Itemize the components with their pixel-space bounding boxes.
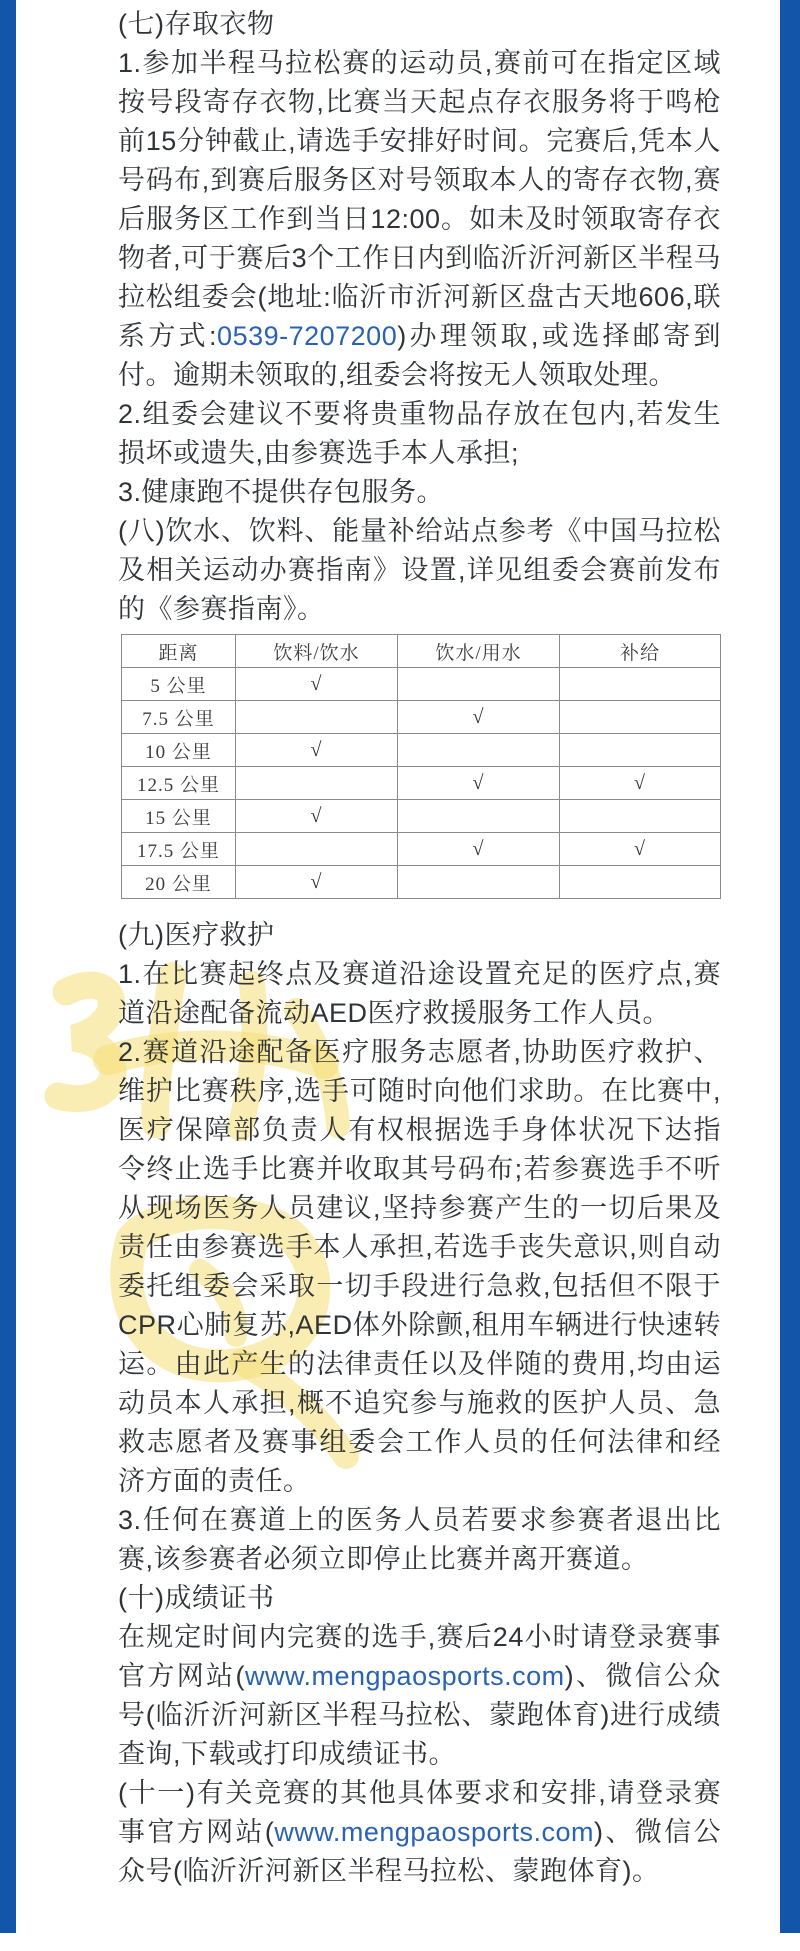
column-header-distance: 距离 xyxy=(122,635,236,668)
cell-distance: 5 公里 xyxy=(122,668,236,701)
article-content xyxy=(118,0,721,1891)
paragraph-text: )、微信公众号(临沂沂河新区半程马拉松、蒙跑体育)进行成绩查询,下载或打印成绩证书。 xyxy=(118,1661,721,1769)
cell-check: √ xyxy=(236,734,398,767)
section-7-paragraph-3: 3.健康跑不提供存包服务。 xyxy=(118,477,445,507)
right-border-bar xyxy=(780,0,800,1933)
table-row xyxy=(122,734,721,767)
cell-distance: 20 公里 xyxy=(122,866,236,899)
table-row xyxy=(122,866,721,899)
column-header-drinks-water: 饮料/饮水 xyxy=(236,635,398,668)
cell-check: √ xyxy=(398,833,560,866)
cell-check: √ xyxy=(236,866,398,899)
column-header-supplies: 补给 xyxy=(560,635,721,668)
cell-check xyxy=(560,866,721,899)
supply-stations-table xyxy=(121,634,721,899)
table-row xyxy=(122,800,721,833)
paragraph-text: 在规定时间内完赛的选手,赛后24小时请登录赛事官方网站( xyxy=(118,1622,721,1691)
section-9-paragraph-2: 2.赛道沿途配备医疗服务志愿者,协助医疗救护、维护比赛秩序,选手可随时向他们求助。在比赛中,医疗保障部负责人有权根据选手身体状况下达指令终止选手比赛并收取其号码布;若参赛选手不听从现场医务人员建议,坚持参赛产生的一切后果及责任由参赛选手本人承担,若选手丧失意识,则自动委托组委会采取一切手段进行急救,包括但不限于CPR心肺复苏,AED体外除颤,租用车辆进行快速转运。由此产生的法律责任以及伴随的费用,均由运动员本人承担,概不追究参与施救的医护人员、急救志愿者及赛事组委会工作人员的任何法律和经济方面的责任。 xyxy=(118,1037,721,1496)
paragraph-text: 1.参加半程马拉松赛的运动员,赛前可在指定区域按号段寄存衣物,比赛当天起点存衣服务将于鸣枪前15分钟截止,请选手安排好时间。完赛后,凭本人号码布,到赛后服务区对号领取本人的寄存衣物,赛后服务区工作到当日12:00。如未及时领取寄存衣物者,可于赛后3个工作日内到临沂沂河新区半程马拉松组委会(地址:临沂市沂河新区盘古天地606,联系方式: xyxy=(118,48,721,351)
table-row xyxy=(122,833,721,866)
section-7-paragraph-1 xyxy=(118,44,721,395)
cell-distance: 7.5 公里 xyxy=(122,701,236,734)
cell-distance: 10 公里 xyxy=(122,734,236,767)
cell-check xyxy=(560,668,721,701)
cell-check xyxy=(398,866,560,899)
section-10-paragraph xyxy=(118,1618,721,1774)
cell-check: √ xyxy=(398,701,560,734)
official-website-link[interactable]: www.mengpaosports.com xyxy=(274,1817,594,1847)
cell-check xyxy=(236,833,398,866)
section-11-paragraph xyxy=(118,1774,721,1891)
table-row xyxy=(122,701,721,734)
section-9-paragraph-1: 1.在比赛起终点及赛道沿途设置充足的医疗点,赛道沿途配备流动AED医疗救援服务工作人员。 xyxy=(118,959,721,1028)
paragraph-text: )办理领取,或选择邮寄到付。逾期未领取的,组委会将按无人领取处理。 xyxy=(118,321,721,390)
cell-check xyxy=(560,800,721,833)
cell-check: √ xyxy=(236,800,398,833)
cell-check: √ xyxy=(398,767,560,800)
phone-link[interactable]: 0539-7207200 xyxy=(217,321,398,351)
cell-check xyxy=(560,734,721,767)
section-9-title: (九)医疗救护 xyxy=(118,920,275,950)
cell-check xyxy=(236,767,398,800)
official-website-link[interactable]: www.mengpaosports.com xyxy=(244,1661,565,1691)
table-row xyxy=(122,767,721,800)
section-7-title: (七)存取衣物 xyxy=(118,9,275,39)
column-header-water-use: 饮水/用水 xyxy=(398,635,560,668)
paragraph-text: (十一)有关竞赛的其他具体要求和安排,请登录赛事官方网站( xyxy=(118,1778,721,1847)
cell-check xyxy=(398,800,560,833)
table-row xyxy=(122,668,721,701)
cell-check: √ xyxy=(560,767,721,800)
section-10-title: (十)成绩证书 xyxy=(118,1583,275,1613)
cell-check xyxy=(398,668,560,701)
cell-distance: 17.5 公里 xyxy=(122,833,236,866)
cell-check xyxy=(236,701,398,734)
cell-check: √ xyxy=(236,668,398,701)
cell-distance: 12.5 公里 xyxy=(122,767,236,800)
table-header-row xyxy=(122,635,721,668)
left-border-bar xyxy=(0,0,16,1933)
cell-check: √ xyxy=(560,833,721,866)
section-9-paragraph-3: 3.任何在赛道上的医务人员若要求参赛者退出比赛,该参赛者必须立即停止比赛并离开赛道。 xyxy=(118,1505,721,1574)
cell-check xyxy=(398,734,560,767)
section-8-paragraph: (八)饮水、饮料、能量补给站点参考《中国马拉松及相关运动办赛指南》设置,详见组委会赛前发布的《参赛指南》。 xyxy=(118,516,721,624)
cell-check xyxy=(560,701,721,734)
section-7-paragraph-2: 2.组委会建议不要将贵重物品存放在包内,若发生损坏或遗失,由参赛选手本人承担; xyxy=(118,399,721,468)
cell-distance: 15 公里 xyxy=(122,800,236,833)
paragraph-text: )、微信公众号(临沂沂河新区半程马拉松、蒙跑体育)。 xyxy=(118,1817,721,1886)
